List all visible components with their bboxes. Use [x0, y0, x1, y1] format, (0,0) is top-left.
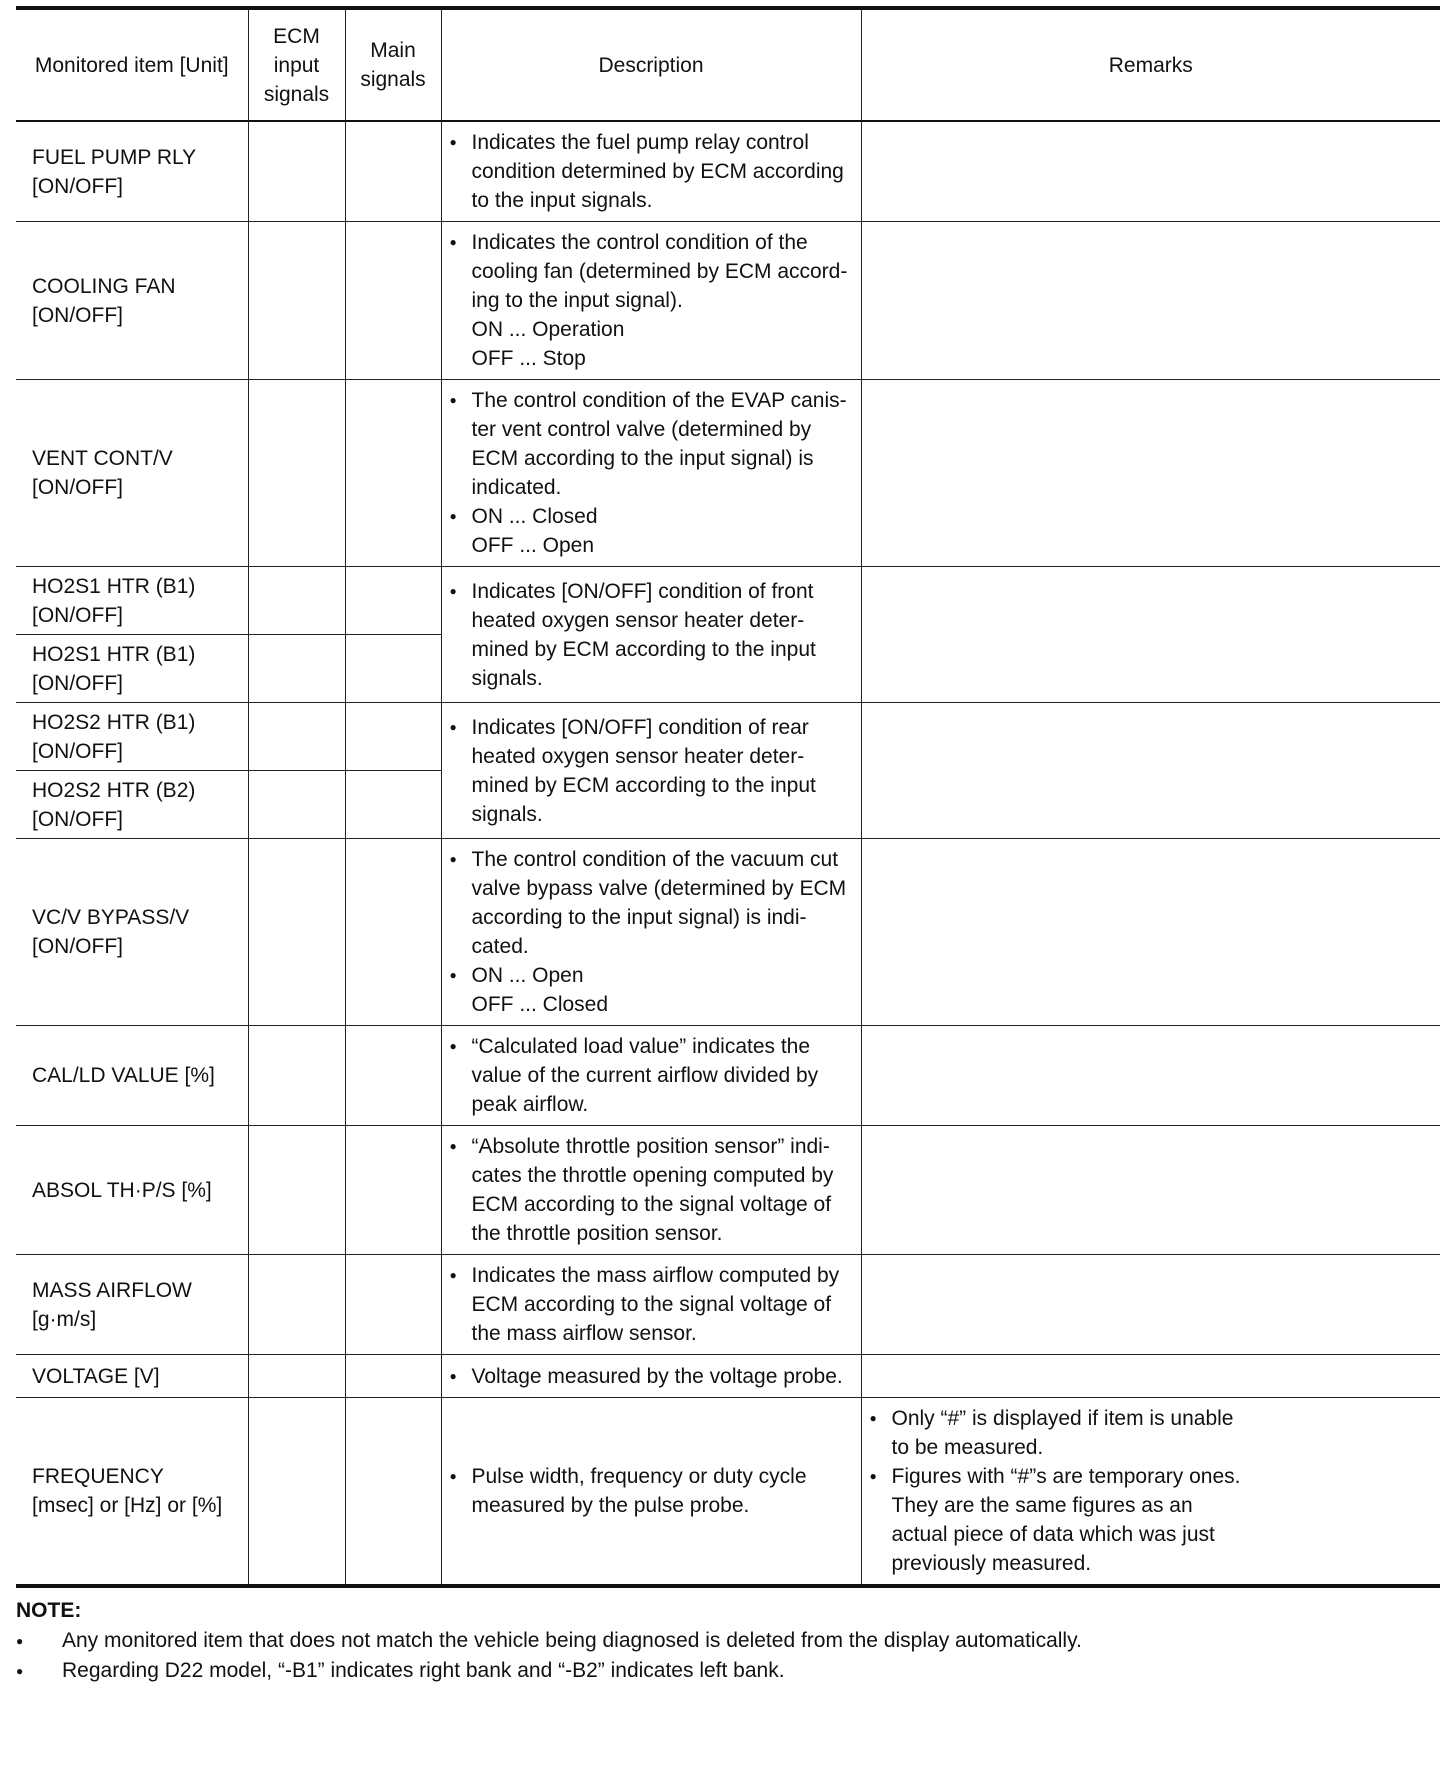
monitored-item-cell	[16, 1355, 248, 1398]
item-line: VC/V BYPASS/V	[32, 906, 190, 929]
remarks-cell	[861, 1398, 1440, 1587]
description-line: signals.	[471, 802, 543, 826]
header-ecm-line: ECM	[273, 24, 320, 48]
description-line: the throttle position sensor.	[471, 1222, 723, 1245]
description-line: ● Indicates the control condition of the	[450, 228, 853, 257]
remarks-cell	[861, 380, 1440, 567]
description-line: ECM according to the input signal) is	[471, 447, 814, 470]
header-monitored-item: Monitored item [Unit]	[16, 8, 248, 121]
description-line: signals.	[471, 666, 543, 690]
description-cell	[441, 1126, 861, 1255]
remarks-cell	[861, 1355, 1440, 1398]
description-line: to the input signals.	[471, 189, 653, 212]
monitored-item-cell	[16, 1026, 248, 1126]
table-row	[16, 839, 1440, 1026]
main-signals-cell	[345, 1126, 441, 1255]
monitored-item-cell	[16, 1126, 248, 1255]
description-cell	[441, 1355, 861, 1398]
header-ecm-line: signals	[263, 82, 330, 106]
description-line: cated.	[471, 935, 529, 958]
description-line: the mass airflow sensor.	[471, 1322, 697, 1345]
header-ecm-input-signals	[248, 8, 345, 121]
main-signals-cell	[345, 1355, 441, 1398]
description-line: ter vent control valve (determined by	[471, 418, 812, 441]
table-header-row	[16, 8, 1440, 121]
ecm-input-signals-cell	[248, 1255, 345, 1355]
description-line: ON ... Operation	[471, 318, 625, 341]
monitored-item-cell	[16, 635, 248, 703]
item-line: VENT CONT/V	[32, 447, 173, 470]
remarks-cell	[861, 222, 1440, 380]
description-line: value of the current airflow divided by	[471, 1064, 819, 1087]
remarks-cell	[861, 567, 1440, 703]
description-line: measured by the pulse probe.	[471, 1494, 750, 1517]
remarks-line: ● Figures with “#”s are temporary ones.	[870, 1462, 1433, 1491]
main-signals-cell	[345, 1255, 441, 1355]
monitored-item-cell	[16, 567, 248, 635]
description-line: condition determined by ECM according	[471, 160, 844, 183]
main-signals-cell	[345, 1398, 441, 1587]
note-title: NOTE:	[16, 1599, 82, 1622]
main-signals-cell	[345, 635, 441, 703]
remarks-line: to be measured.	[891, 1436, 1044, 1459]
remarks-cell	[861, 839, 1440, 1026]
monitored-item-cell	[16, 703, 248, 771]
description-line: heated oxygen sensor heater deter-	[471, 608, 805, 632]
item-line: HO2S2 HTR (B2)	[32, 778, 196, 802]
remarks-line: previously measured.	[891, 1552, 1092, 1575]
item-line: HO2S1 HTR (B1)	[32, 642, 196, 666]
item-line: [ON/OFF]	[32, 807, 123, 831]
note-item: ● Any monitored item that does not match the vehicle being diagnosed is deleted from the display automatically.	[16, 1626, 1440, 1656]
description-line: OFF ... Open	[471, 534, 595, 557]
ecm-input-signals-cell	[248, 1126, 345, 1255]
description-line: ● Indicates the fuel pump relay control	[450, 128, 853, 157]
description-line: cooling fan (determined by ECM accord-	[471, 260, 848, 283]
table-body	[16, 121, 1440, 1586]
item-line: HO2S2 HTR (B1)	[32, 710, 196, 734]
main-signals-cell	[345, 839, 441, 1026]
description-line: ● Indicates [ON/OFF] condition of rear	[450, 713, 853, 742]
main-signals-cell	[345, 771, 441, 839]
item-line: [ON/OFF]	[32, 174, 123, 198]
description-line: ECM according to the signal voltage of	[471, 1193, 832, 1216]
remarks-cell	[861, 1255, 1440, 1355]
table-row	[16, 222, 1440, 380]
item-line: [ON/OFF]	[32, 671, 123, 695]
description-cell	[441, 839, 861, 1026]
main-signals-cell	[345, 121, 441, 222]
description-line: valve bypass valve (determined by ECM	[471, 877, 847, 900]
item-line: [msec] or [Hz] or [%]	[32, 1494, 223, 1517]
item-line: ABSOL TH·P/S [%]	[32, 1178, 212, 1202]
item-line: VOLTAGE [V]	[32, 1364, 160, 1388]
ecm-input-signals-cell	[248, 839, 345, 1026]
item-line: HO2S1 HTR (B1)	[32, 574, 196, 598]
description-cell	[441, 1398, 861, 1587]
monitored-item-cell	[16, 1255, 248, 1355]
header-main-signals	[345, 8, 441, 121]
table-row	[16, 1355, 1440, 1398]
description-line: according to the input signal) is indi-	[471, 906, 807, 929]
item-line: [ON/OFF]	[32, 603, 123, 627]
description-cell	[441, 1026, 861, 1126]
description-line: cates the throttle opening computed by	[471, 1164, 834, 1187]
remarks-cell	[861, 1126, 1440, 1255]
description-line: mined by ECM according to the input	[471, 637, 816, 661]
note-item: ● Regarding D22 model, “-B1” indicates right bank and “-B2” indicates left bank.	[16, 1656, 1440, 1686]
monitor-table-page	[16, 6, 1440, 1686]
description-line: ● Pulse width, frequency or duty cycle	[450, 1462, 853, 1491]
item-line: [g·m/s]	[32, 1307, 97, 1331]
monitored-item-cell	[16, 222, 248, 380]
ecm-input-signals-cell	[248, 1026, 345, 1126]
header-main-line: signals	[360, 68, 426, 91]
ecm-input-signals-cell	[248, 121, 345, 222]
ecm-input-signals-cell	[248, 703, 345, 771]
item-line: FREQUENCY	[32, 1465, 164, 1488]
description-line: ● “Absolute throttle position sensor” indi-	[450, 1132, 853, 1161]
description-line: ECM according to the signal voltage of	[471, 1293, 832, 1316]
description-line: OFF ... Closed	[471, 993, 609, 1016]
item-line: [ON/OFF]	[32, 303, 123, 327]
ecm-input-signals-cell	[248, 222, 345, 380]
description-line: heated oxygen sensor heater deter-	[471, 744, 805, 768]
remarks-cell	[861, 703, 1440, 839]
main-signals-cell	[345, 380, 441, 567]
description-line: ● ON ... Open	[450, 961, 853, 990]
main-signals-cell	[345, 222, 441, 380]
item-line: COOLING FAN	[32, 274, 176, 298]
description-line: ing to the input signal).	[471, 289, 683, 312]
header-remarks: Remarks	[861, 8, 1440, 121]
item-line: MASS AIRFLOW	[32, 1278, 192, 1302]
table-row	[16, 1255, 1440, 1355]
monitored-items-table	[16, 6, 1440, 1588]
description-line: indicated.	[471, 476, 562, 499]
header-description: Description	[441, 8, 861, 121]
item-line: FUEL PUMP RLY	[32, 145, 197, 169]
description-line: ● ON ... Closed	[450, 502, 853, 531]
item-line: [ON/OFF]	[32, 739, 123, 763]
description-cell	[441, 222, 861, 380]
description-line: mined by ECM according to the input	[471, 773, 816, 797]
table-row	[16, 380, 1440, 567]
remarks-line: actual piece of data which was just	[891, 1523, 1215, 1546]
description-cell	[441, 121, 861, 222]
item-line: [ON/OFF]	[32, 935, 123, 958]
note-section	[16, 1596, 1440, 1686]
ecm-input-signals-cell	[248, 1398, 345, 1587]
description-line: ● “Calculated load value” indicates the	[450, 1032, 853, 1061]
monitored-item-cell	[16, 121, 248, 222]
header-main-line: Main	[370, 39, 416, 62]
description-line: ● The control condition of the vacuum cut	[450, 845, 853, 874]
remarks-cell	[861, 1026, 1440, 1126]
ecm-input-signals-cell	[248, 567, 345, 635]
description-line: ● Voltage measured by the voltage probe.	[450, 1362, 853, 1391]
header-ecm-line: input	[273, 53, 320, 77]
description-line: ● Indicates [ON/OFF] condition of front	[450, 577, 853, 606]
monitored-item-cell	[16, 380, 248, 567]
ecm-input-signals-cell	[248, 380, 345, 567]
ecm-input-signals-cell	[248, 1355, 345, 1398]
main-signals-cell	[345, 1026, 441, 1126]
main-signals-cell	[345, 703, 441, 771]
item-line: [ON/OFF]	[32, 476, 123, 499]
main-signals-cell	[345, 567, 441, 635]
ecm-input-signals-cell	[248, 771, 345, 839]
table-row	[16, 567, 1440, 635]
description-line: OFF ... Stop	[471, 347, 586, 370]
description-cell	[441, 567, 861, 703]
remarks-line: They are the same figures as an	[891, 1494, 1193, 1517]
item-line: CAL/LD VALUE [%]	[32, 1064, 215, 1087]
table-row	[16, 1398, 1440, 1587]
remarks-cell	[861, 121, 1440, 222]
monitored-item-cell	[16, 1398, 248, 1587]
table-row	[16, 703, 1440, 771]
monitored-item-cell	[16, 771, 248, 839]
remarks-line: ● Only “#” is displayed if item is unable	[870, 1404, 1433, 1433]
description-line: ● Indicates the mass airflow computed by	[450, 1261, 853, 1290]
monitored-item-cell	[16, 839, 248, 1026]
table-row	[16, 121, 1440, 222]
description-cell	[441, 380, 861, 567]
description-line: ● The control condition of the EVAP canis-	[450, 386, 853, 415]
table-row	[16, 1126, 1440, 1255]
description-cell	[441, 1255, 861, 1355]
table-row	[16, 1026, 1440, 1126]
description-cell	[441, 703, 861, 839]
ecm-input-signals-cell	[248, 635, 345, 703]
description-line: peak airflow.	[471, 1093, 589, 1116]
